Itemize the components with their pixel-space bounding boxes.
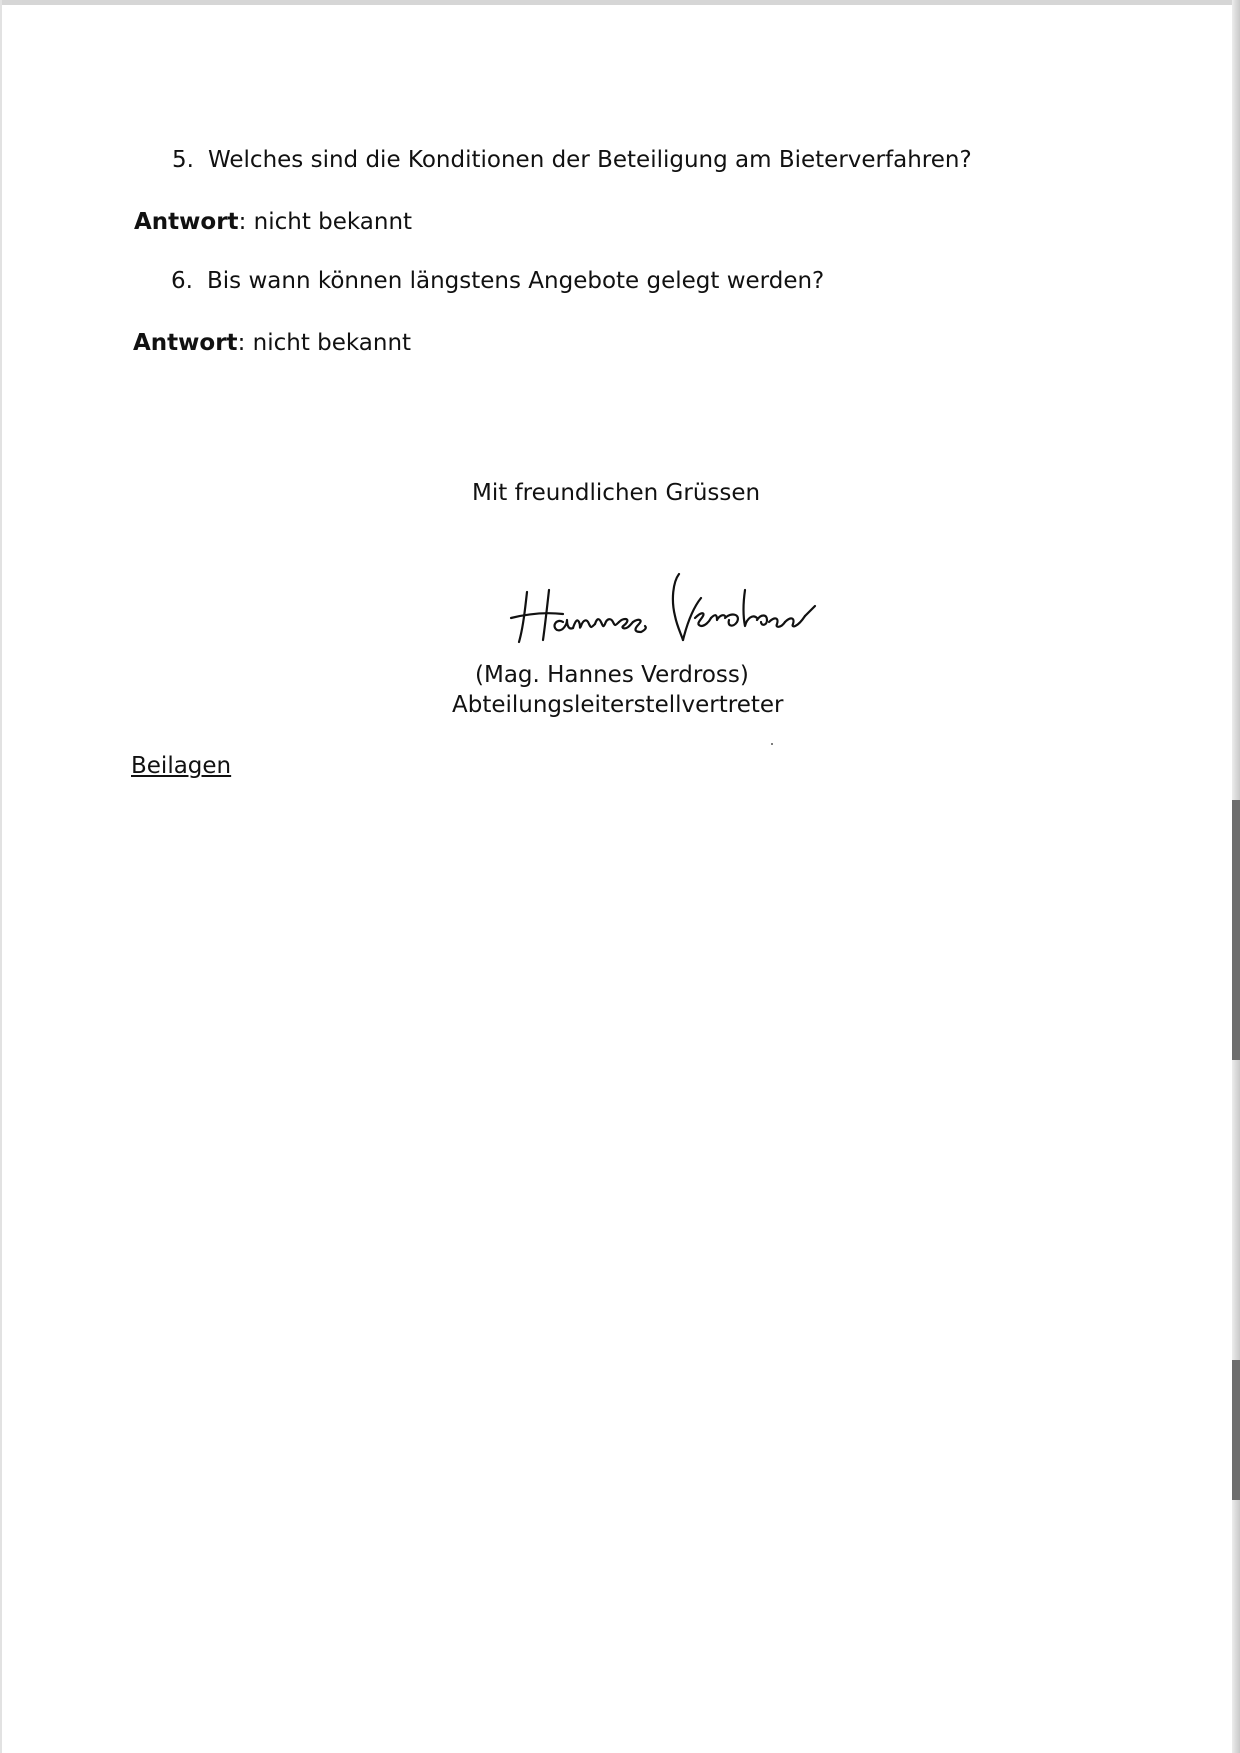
scan-right-edge xyxy=(1232,0,1240,1753)
attachments-label: Beilagen xyxy=(131,753,232,779)
handwritten-signature xyxy=(505,560,825,655)
scan-left-edge xyxy=(0,0,2,1753)
question-number: 6. xyxy=(171,268,193,294)
answer-label: Antwort xyxy=(134,209,239,235)
question-6 xyxy=(171,266,824,296)
scan-edge-shadow xyxy=(1232,1360,1240,1500)
question-text: Welches sind die Konditionen der Beteiligung am Bieterverfahren? xyxy=(208,147,972,173)
signer-title: Abteilungsleiterstellvertreter xyxy=(452,692,784,718)
scan-edge-shadow xyxy=(1232,800,1240,1060)
question-5 xyxy=(172,145,972,175)
answer-text: : nicht bekannt xyxy=(238,209,413,235)
scan-top-edge xyxy=(0,0,1240,5)
signer-name: (Mag. Hannes Verdross) xyxy=(475,662,749,688)
answer-6 xyxy=(133,328,411,358)
answer-text: : nicht bekannt xyxy=(237,330,412,356)
question-text: Bis wann können längstens Angebote gelegt werden? xyxy=(207,268,825,294)
answer-5 xyxy=(134,207,412,237)
question-number: 5. xyxy=(172,147,194,173)
answer-label: Antwort xyxy=(133,330,238,356)
scan-speck xyxy=(771,743,773,745)
closing-greeting: Mit freundlichen Grüssen xyxy=(472,480,761,506)
